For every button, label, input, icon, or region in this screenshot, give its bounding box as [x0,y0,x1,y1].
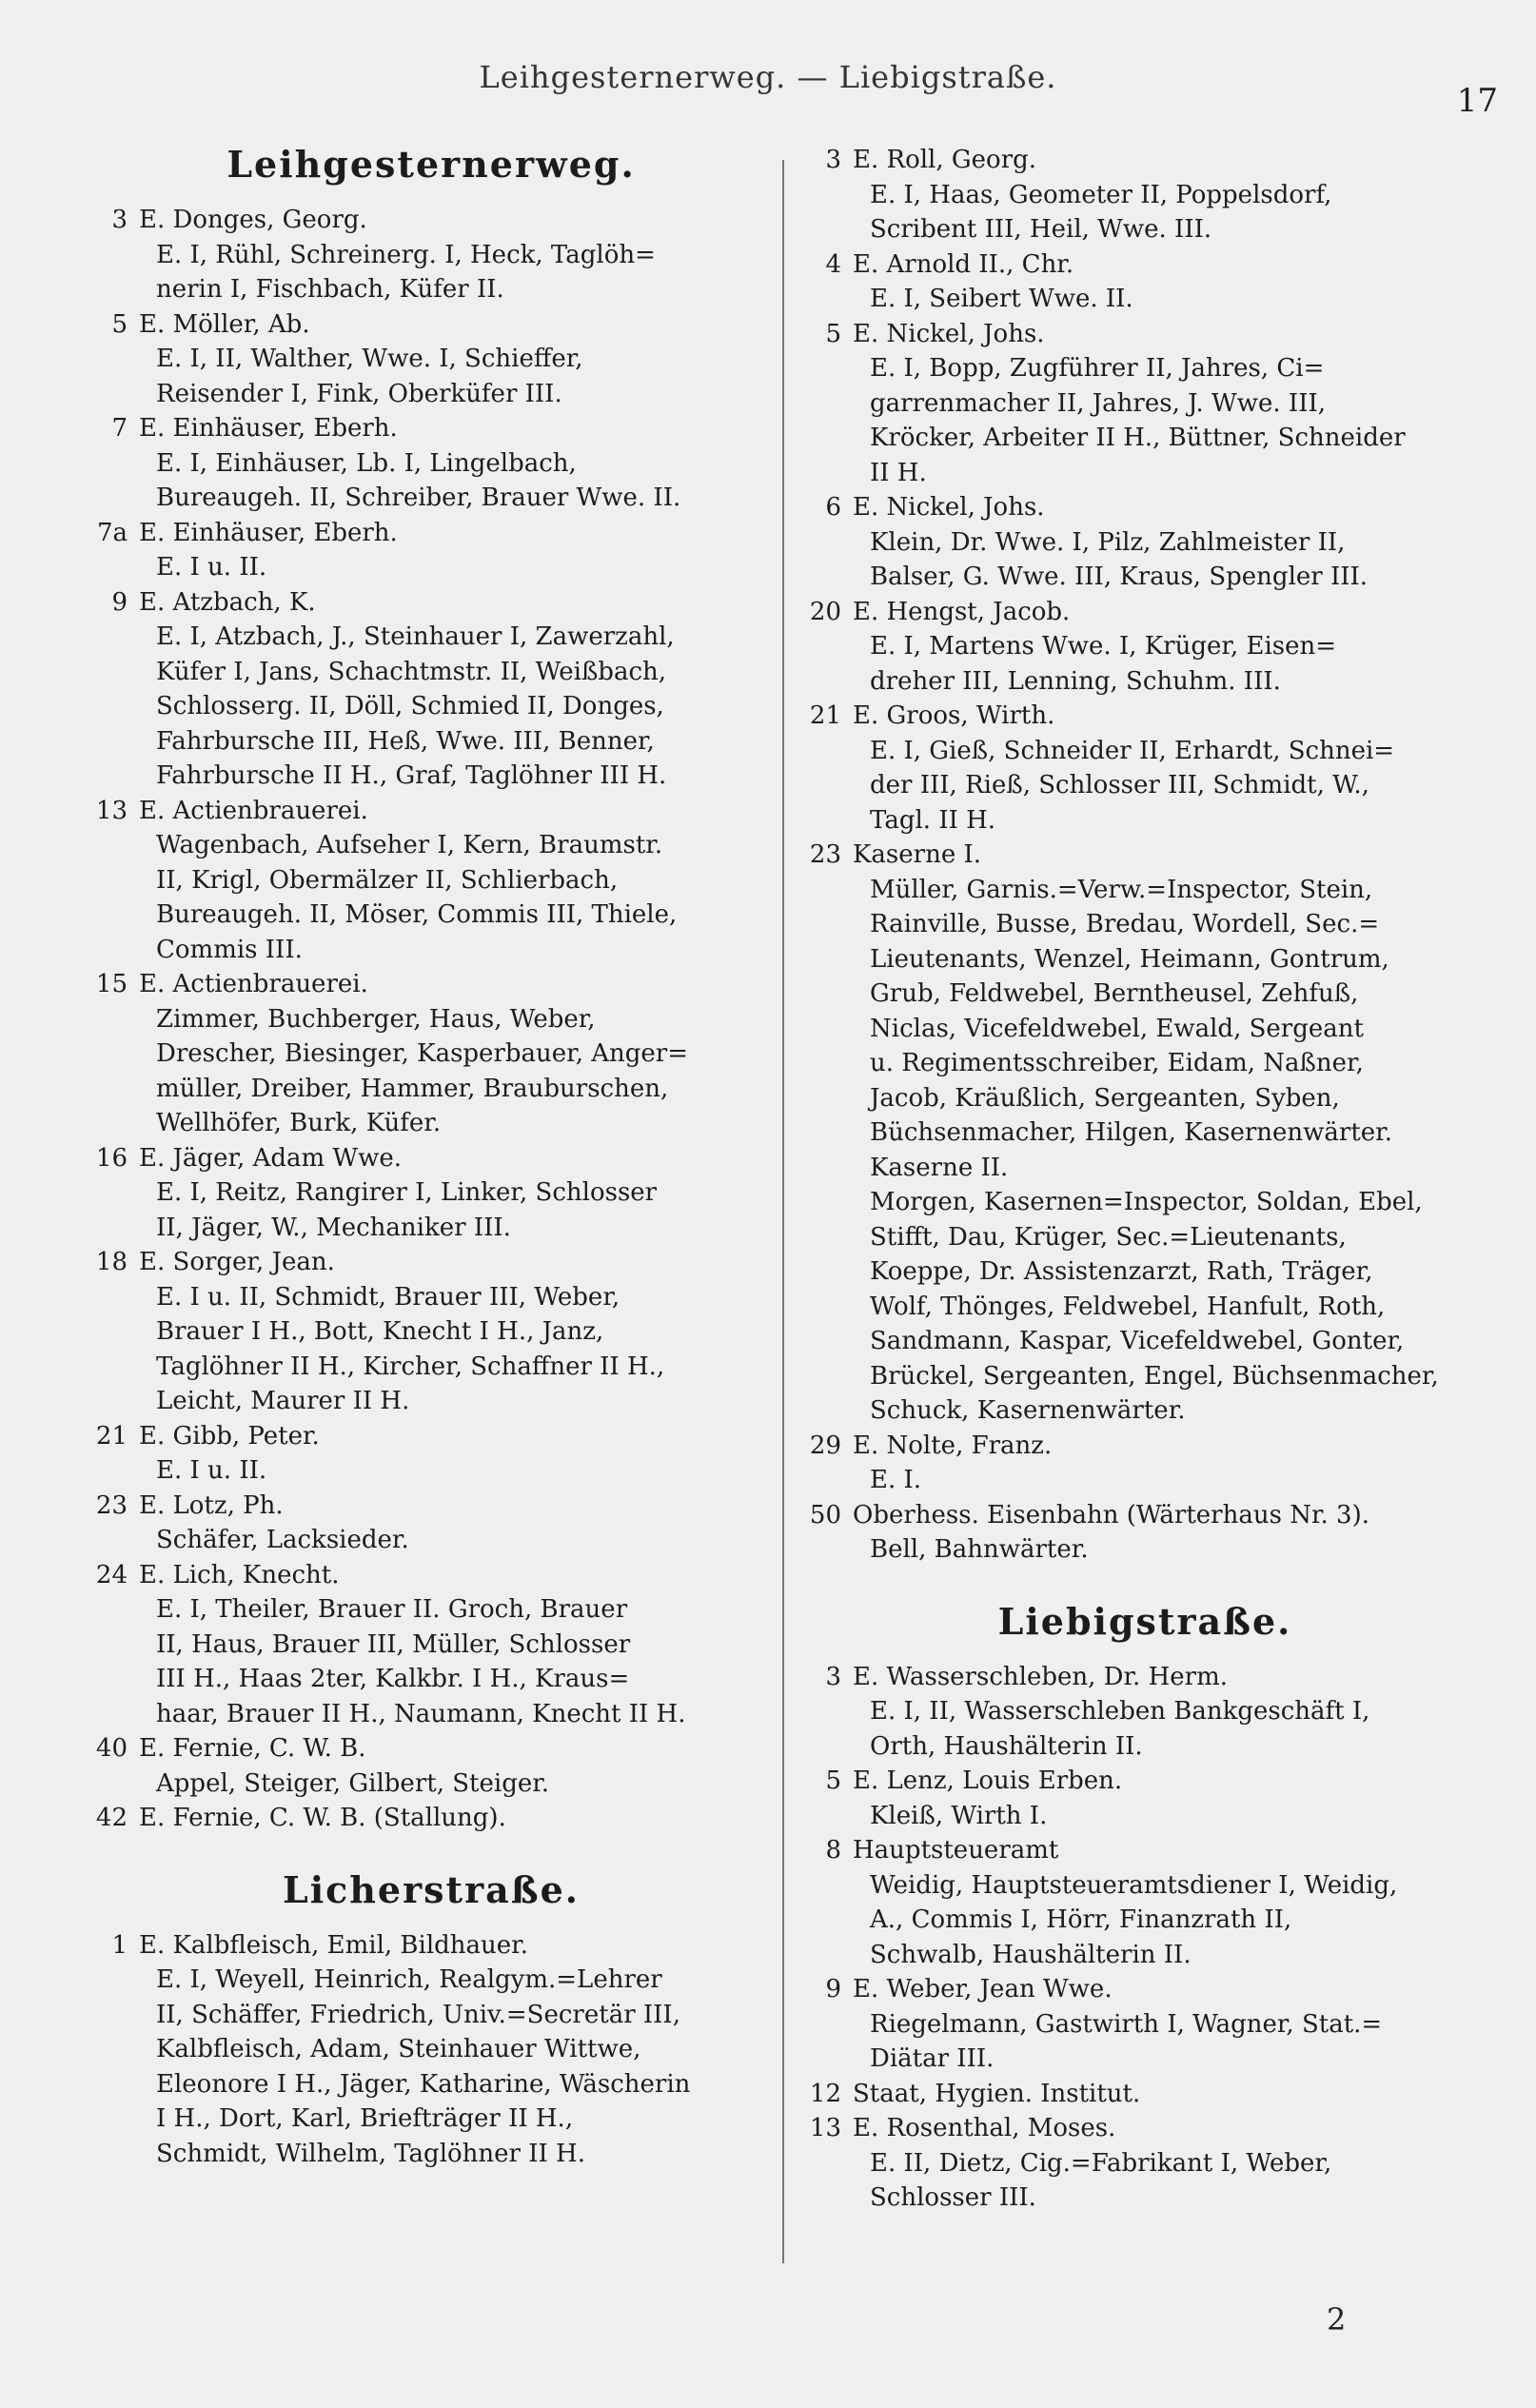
entry-line: E. Actienbrauerei. [139,796,368,825]
entry-body [853,1429,1492,1498]
house-number: 13 [809,2114,841,2142]
entry-line: E. Fernie, C. W. B. (Stallung). [139,1804,506,1832]
entry-line: Schmidt, Wilhelm, Taglöhner II H. [156,2139,585,2168]
entry-line: I H., Dort, Karl, Briefträger II H., [156,2104,574,2133]
entry-line: Stifft, Dau, Krüger, Sec.=Lieutenants, [870,1222,1347,1252]
entry-line: E. Weber, Jean Wwe. [853,1975,1113,2003]
entry-body [139,307,778,412]
entry-line: Staat, Hygien. Institut. [853,2079,1141,2108]
house-entry [84,203,778,307]
entry-body [853,1764,1492,1833]
entry-line: Kaserne I. [853,840,982,869]
entry-line: E. Atzbach, K. [139,587,316,617]
house-entry [798,143,1492,247]
house-entry [798,1660,1492,1765]
entry-line: E. Lich, Knecht. [139,1560,340,1589]
signature-mark: 2 [1327,2301,1347,2338]
house-number: 8 [825,1836,841,1865]
house-entry [84,516,778,585]
entry-line: Bell, Bahnwärter. [870,1535,1089,1564]
house-number: 23 [95,1490,128,1520]
entry-body [139,1489,778,1558]
house-entry [84,1928,778,2172]
entry-line: E. Groos, Wirth. [853,701,1055,730]
entry-line: E. I, Seibert Wwe. II. [870,285,1133,313]
house-number: 9 [111,587,128,617]
entry-line: E. Arnold II., Chr. [853,249,1074,279]
entry-line: Brauer I H., Bott, Knecht I H., Janz, [156,1317,604,1346]
house-number: 7 [111,414,128,443]
entry-line: Schlosserg. II, Döll, Schmied II, Donges, [156,692,664,720]
house-number: 1 [111,1930,128,1960]
house-entry [798,490,1492,595]
house-entry [798,1833,1492,1972]
entry-line: E. Hengst, Jacob. [853,597,1071,626]
entry-line: A., Commis I, Hörr, Finanzrath II, [870,1905,1292,1934]
street-section [798,1600,1492,2216]
house-entry [798,699,1492,838]
entry-line: Bureaugeh. II, Möser, Commis III, Thiele, [156,900,678,929]
house-entry [84,967,778,1141]
running-title: Leihgesternerweg. — Liebigstraße. [479,59,1057,95]
entry-body [139,411,778,516]
entry-line: E. I, Reitz, Rangirer I, Linker, Schlosser [156,1178,658,1207]
house-entry [84,794,778,968]
entry-line: E. I, Theiler, Brauer II. Groch, Brauer [156,1595,628,1624]
house-number: 24 [95,1560,128,1589]
entry-line: Niclas, Vicefeldwebel, Ewald, Sergeant [870,1014,1364,1043]
entry-line: Kaserne II. [870,1153,1009,1182]
house-number: 7a [96,518,128,547]
entry-body [139,516,778,585]
right-column [798,143,1492,2248]
entry-line: E. I u. II, Schmidt, Brauer III, Weber, [156,1282,620,1312]
entry-line: E. I, Bopp, Zugführer II, Jahres, Ci= [870,354,1325,383]
entry-line: E. I, Einhäuser, Lb. I, Lingelbach, [156,448,577,478]
entry-line: E. Jäger, Adam Wwe. [139,1143,403,1173]
entry-body [139,1141,778,1246]
entry-line: Balser, G. Wwe. III, Kraus, Spengler III. [870,563,1369,591]
entry-line: Diätar III. [870,2044,994,2073]
entry-line: Commis III. [156,935,303,964]
entry-line: Schuck, Kasernenwärter. [870,1396,1186,1425]
entry-line: Reisender I, Fink, Oberküfer III. [156,379,562,408]
entry-line: E. Kalbfleisch, Emil, Bildhauer. [139,1930,529,1960]
entry-body [853,317,1492,491]
left-column [84,143,778,2203]
entry-line: E. Nickel, Johs. [853,319,1045,348]
entry-line: E. Gibb, Peter. [139,1421,320,1451]
house-entry [84,1141,778,1246]
house-number: 50 [809,1500,841,1530]
entry-line: Kröcker, Arbeiter II H., Büttner, Schneider [870,424,1406,452]
house-entry [84,1731,778,1801]
entry-line: Riegelmann, Gastwirth I, Wagner, Stat.= [870,2009,1383,2039]
house-entry [84,585,778,794]
entry-line: E. Fernie, C. W. B. [139,1734,366,1763]
entry-line: Schlosser III. [870,2183,1036,2212]
entry-line: Eleonore I H., Jäger, Katharine, Wäscherin [156,2069,691,2099]
house-entry [798,595,1492,700]
entry-line: E. I, Atzbach, J., Steinhauer I, Zawerzahl, [156,622,675,651]
entry-line: Weidig, Hauptsteueramtsdiener I, Weidig, [870,1870,1398,1900]
entry-line: Scribent III, Heil, Wwe. III. [870,215,1212,244]
entry-line: haar, Brauer II H., Naumann, Knecht II H. [156,1699,686,1728]
entry-line: II, Krigl, Obermälzer II, Schlierbach, [156,865,619,895]
entry-body [853,1833,1492,1972]
house-entry [84,1489,778,1558]
house-entry [798,247,1492,317]
entry-line: Fahrbursche III, Heß, Wwe. III, Benner, [156,726,655,756]
page-number: 17 [1456,82,1498,120]
entry-body [853,490,1492,595]
house-number: 13 [95,796,128,825]
entry-line: E. I. [870,1466,922,1494]
entry-body [853,1660,1492,1765]
entry-line: II, Jäger, W., Mechaniker III. [156,1213,511,1242]
entry-body [139,794,778,968]
house-number: 3 [825,1662,841,1691]
entry-line: Oberhess. Eisenbahn (Wärterhaus Nr. 3). [853,1500,1369,1530]
entry-body [853,1972,1492,2077]
entry-line: Kleiß, Wirth I. [870,1801,1048,1830]
entry-line: E. Möller, Ab. [139,309,310,339]
entry-line: Rainville, Busse, Bredau, Wordell, Sec.= [870,910,1380,938]
entry-line: E. Rosenthal, Moses. [853,2114,1116,2142]
street-section [84,1868,778,2172]
entry-body [853,2111,1492,2216]
entry-line: E. I, Martens Wwe. I, Krüger, Eisen= [870,632,1337,661]
entry-line: Orth, Haushälterin II. [870,1731,1143,1761]
house-entry [84,411,778,516]
house-entry [798,838,1492,1429]
entry-line: E. Roll, Georg. [853,146,1037,174]
entry-line: Fahrbursche II H., Graf, Taglöhner III H. [156,761,667,790]
entry-line: Koeppe, Dr. Assistenzarzt, Rath, Träger, [870,1257,1373,1286]
entry-body [139,1245,778,1419]
entry-line: E. Nolte, Franz. [853,1431,1053,1460]
house-entry [798,317,1492,491]
entry-line: Drescher, Biesinger, Kasperbauer, Anger= [156,1039,689,1068]
entry-line: E. Wasserschleben, Dr. Herm. [853,1662,1228,1691]
entry-body [139,585,778,794]
entry-body [139,1419,778,1489]
entry-body [853,247,1492,317]
entry-line: Brückel, Sergeanten, Engel, Büchsenmacher, [870,1361,1439,1391]
house-number: 40 [95,1734,128,1763]
column-divider [782,160,784,2263]
entry-line: Appel, Steiger, Gilbert, Steiger. [156,1768,550,1798]
entry-body [139,1731,778,1801]
street-heading: Licherstraße. [283,1867,580,1911]
house-entry [798,2077,1492,2112]
entry-line: II H. [870,458,927,487]
entry-line: E. Einhäuser, Eberh. [139,414,398,443]
entry-line: Kalbfleisch, Adam, Steinhauer Wittwe, [156,2035,641,2063]
house-number: 12 [809,2079,841,2108]
entry-body [853,143,1492,247]
entry-line: nerin I, Fischbach, Küfer II. [156,275,504,304]
house-number: 5 [111,309,128,339]
entry-line: II, Haus, Brauer III, Müller, Schlosser [156,1629,631,1659]
house-entry [84,1245,778,1419]
entry-body [853,838,1492,1429]
house-number: 20 [809,597,841,626]
entry-line: Küfer I, Jans, Schachtmstr. II, Weißbach, [156,657,667,686]
entry-line: Hauptsteueramt [853,1836,1059,1865]
house-number: 6 [825,493,841,522]
house-entry [798,1764,1492,1833]
entry-line: E. Einhäuser, Eberh. [139,518,398,547]
entry-line: Büchsenmacher, Hilgen, Kasernenwärter. [870,1118,1393,1147]
entry-line: Schäfer, Lacksieder. [156,1526,409,1554]
house-entry [84,1419,778,1489]
entry-line: Klein, Dr. Wwe. I, Pilz, Zahlmeister II, [870,527,1346,557]
house-number: 21 [95,1421,128,1451]
house-number: 29 [809,1431,841,1460]
entry-line: Wolf, Thönges, Feldwebel, Hanfult, Roth, [870,1292,1386,1321]
entry-line: E. Donges, Georg. [139,206,367,234]
entry-line: E. I, Gieß, Schneider II, Erhardt, Schnei= [870,736,1395,765]
entry-line: u. Regimentsschreiber, Eidam, Naßner, [870,1049,1364,1077]
house-entry [84,1558,778,1732]
entry-line: E. Sorger, Jean. [139,1248,335,1276]
entry-line: Grub, Feldwebel, Berntheusel, Zehfuß, [870,979,1359,1008]
house-number: 16 [95,1143,128,1173]
house-number: 4 [825,249,841,279]
house-entry [798,1972,1492,2077]
entry-line: E. I, II, Wasserschleben Bankgeschäft I, [870,1697,1370,1726]
entry-line: Zimmer, Buchberger, Haus, Weber, [156,1004,596,1034]
house-number: 21 [809,701,841,730]
entry-line: Morgen, Kasernen=Inspector, Soldan, Ebel, [870,1188,1423,1216]
house-number: 5 [825,1767,841,1795]
house-number: 23 [809,840,841,869]
entry-line: dreher III, Lenning, Schuhm. III. [870,666,1281,696]
entry-body [139,203,778,307]
entry-body [853,699,1492,838]
house-entry [798,1498,1492,1568]
entry-body [139,1558,778,1732]
entry-line: Tagl. II H. [870,805,996,835]
house-number: 3 [111,206,128,234]
entry-line: Jacob, Kräußlich, Sergeanten, Syben, [870,1083,1340,1113]
house-number: 18 [95,1248,128,1276]
entry-line: E. I u. II. [156,1456,267,1485]
street-section [84,143,778,1836]
entry-line: Bureaugeh. II, Schreiber, Brauer Wwe. II. [156,484,681,512]
entry-line: III H., Haas 2ter, Kalkbr. I H., Kraus= [156,1665,630,1693]
entry-body [853,1498,1492,1568]
house-number: 3 [825,146,841,174]
entry-line: II, Schäffer, Friedrich, Univ.=Secretär III, [156,2000,680,2029]
street-section [798,143,1492,1568]
street-heading: Liebigstraße. [997,1599,1292,1643]
street-heading: Leihgesternerweg. [226,143,636,186]
entry-line: Lieutenants, Wenzel, Heimann, Gontrum, [870,944,1389,974]
house-entry [84,1801,778,1836]
entry-line: Wagenbach, Aufseher I, Kern, Braumstr. [156,831,663,859]
entry-line: Leicht, Maurer II H. [156,1387,410,1415]
house-entry [798,2111,1492,2216]
entry-line: garrenmacher II, Jahres, J. Wwe. III, [870,388,1327,418]
entry-line: Schwalb, Haushälterin II. [870,1940,1191,1969]
entry-line: E. I, II, Walther, Wwe. I, Schieffer, [156,345,583,373]
entry-line: E. I, Rühl, Schreinerg. I, Heck, Taglöh= [156,240,656,269]
entry-line: E. Lenz, Louis Erben. [853,1767,1123,1795]
entry-line: E. Lotz, Ph. [139,1490,284,1520]
house-number: 42 [95,1804,128,1832]
entry-line: müller, Dreiber, Hammer, Brauburschen, [156,1074,669,1103]
entry-body [139,1928,778,2172]
entry-body [853,595,1492,700]
entry-line: E. I u. II. [156,553,267,582]
entry-line: Müller, Garnis.=Verw.=Inspector, Stein, [870,875,1373,904]
entry-line: E. I, Weyell, Heinrich, Realgym.=Lehrer [156,1965,662,1994]
house-entry [798,1429,1492,1498]
entry-line: E. I, Haas, Geometer II, Poppelsdorf, [870,180,1332,209]
entry-line: E. Nickel, Johs. [853,493,1045,522]
entry-line: Taglöhner II H., Kircher, Schaffner II H., [156,1352,665,1381]
entry-body [139,1801,778,1836]
entry-body [139,967,778,1141]
house-number: 9 [825,1975,841,2003]
entry-line: E. Actienbrauerei. [139,970,368,998]
house-number: 5 [825,319,841,348]
entry-line: der III, Rieß, Schlosser III, Schmidt, W., [870,771,1369,799]
entry-body [853,2077,1492,2112]
entry-line: Sandmann, Kaspar, Vicefeldwebel, Gonter, [870,1327,1405,1355]
house-number: 15 [95,970,128,998]
house-entry [84,307,778,412]
entry-line: Wellhöfer, Burk, Küfer. [156,1109,442,1137]
entry-line: E. II, Dietz, Cig.=Fabrikant I, Weber, [870,2148,1332,2178]
